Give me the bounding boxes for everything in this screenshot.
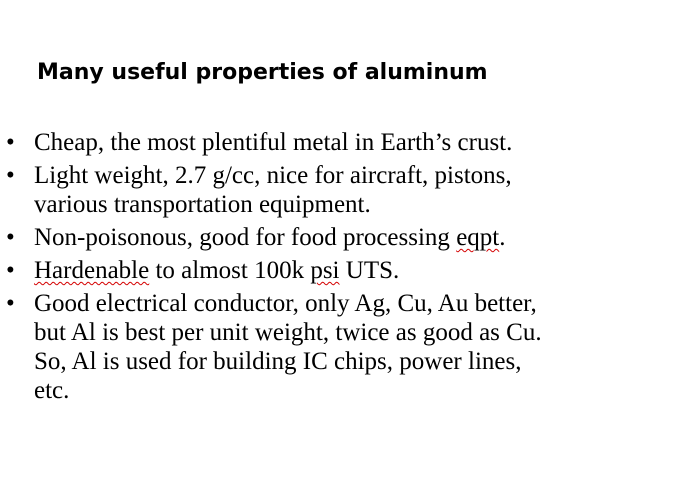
bullet-dot-icon: • (6, 257, 15, 284)
bullet-dot-icon: • (6, 162, 15, 189)
bullet-text: various transportation equipment. (34, 191, 371, 218)
bullet-item (0, 223, 698, 252)
bullet-item (0, 256, 698, 285)
bullet-text-segment: UTS. (339, 257, 400, 284)
spellcheck-flagged-word[interactable]: psi (310, 257, 340, 284)
bullet-item (0, 161, 698, 219)
bullet-text: Cheap, the most plentiful metal in Earth’s crust. (34, 129, 513, 156)
bullet-text: but Al is best per unit weight, twice as good as Cu. (34, 319, 542, 346)
bullet-text-segment: Non-poisonous, good for food processing (34, 224, 457, 251)
bullet-text: So, Al is used for building IC chips, power lines, (34, 348, 522, 375)
slide-title: Many useful properties of aluminum (37, 60, 488, 85)
bullet-text (34, 256, 694, 285)
bullet-text (34, 223, 694, 252)
spellcheck-flagged-word[interactable]: eqpt (456, 224, 500, 251)
bullet-list (0, 128, 698, 409)
bullet-dot-icon: • (6, 290, 15, 317)
bullet-item (0, 128, 698, 157)
bullet-item (0, 289, 698, 405)
spellcheck-flagged-word[interactable]: Hardenable (34, 257, 150, 284)
bullet-text-segment: to almost 100k (149, 257, 311, 284)
bullet-text: Good electrical conductor, only Ag, Cu, Au better, (34, 290, 537, 317)
bullet-text: etc. (34, 377, 70, 404)
bullet-text-segment: . (499, 224, 506, 251)
bullet-text: Light weight, 2.7 g/cc, nice for aircraft, pistons, (34, 162, 512, 189)
bullet-dot-icon: • (6, 129, 15, 156)
bullet-dot-icon: • (6, 224, 15, 251)
